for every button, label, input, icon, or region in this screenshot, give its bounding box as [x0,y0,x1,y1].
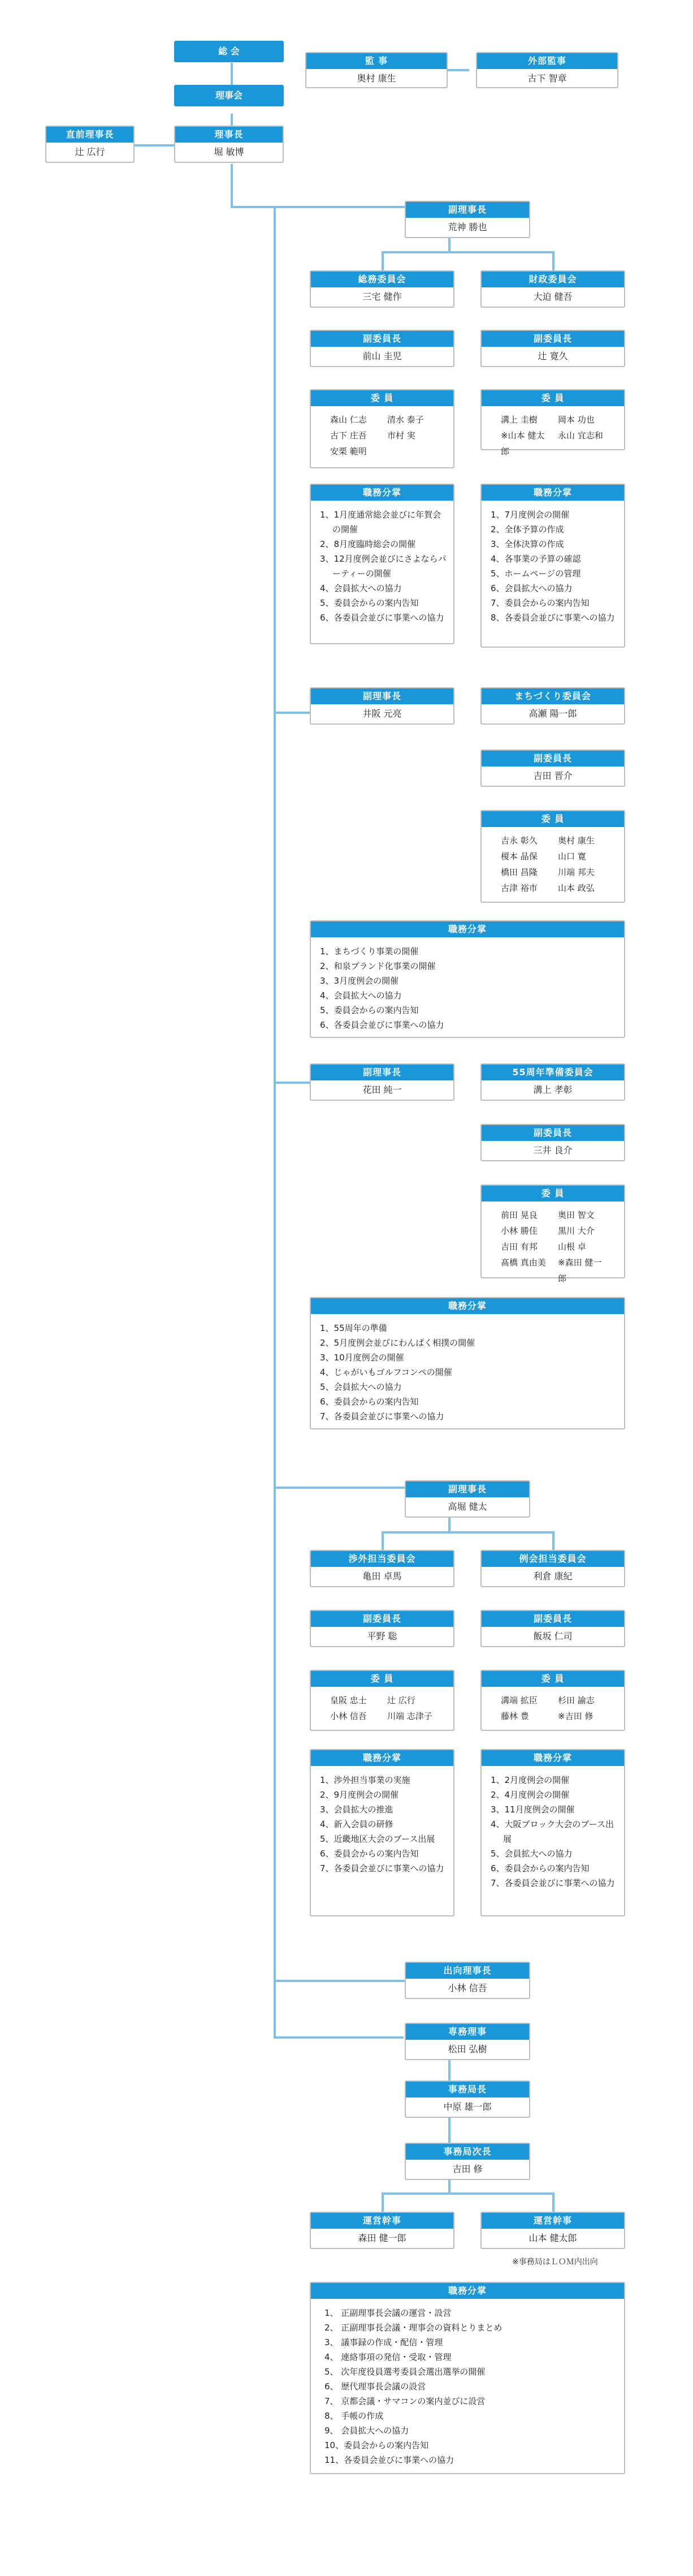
list-item: 1、渉外担当事業の実施 [320,1775,410,1785]
jimukyokucho-box [405,2080,530,2118]
zaisei-fuku-name: 辻 寛久 [538,351,568,361]
machi-shokumu-list [311,937,624,1039]
shogai-iin-box [310,1670,454,1731]
connector [382,251,384,272]
jimukyokucho-title: 事務局長 [406,2082,529,2097]
chokuzen-name: 辻 広行 [75,147,105,157]
somu-fuku-title: 副委員長 [311,331,453,347]
list-item: 1、 正副理事長会議の運営・設営 [324,2308,452,2318]
jubi-fuku-title: 副委員長 [482,1125,624,1141]
somu-shokumu-box [310,484,454,644]
connector [382,251,553,253]
shukko-box [405,1962,530,1999]
fuku4-box [405,1480,530,1518]
senmu-name: 松田 弘樹 [448,2044,487,2054]
somu-box [310,270,454,308]
member: 永山 宜志和 [558,430,603,441]
reikai-iin-title: 委 員 [482,1671,624,1687]
member: 杉田 諭志 [558,1695,595,1705]
reikai-fuku-title: 副委員長 [482,1611,624,1627]
fuku1-box [405,201,530,238]
list-item: 7、 京都会議・サマコンの案内並びに設営 [324,2396,486,2406]
connector [448,2117,451,2144]
member: 皇阪 忠士 [330,1695,367,1705]
reikai-title: 例会担当委員会 [482,1551,624,1567]
member: ※吉田 修 [558,1711,594,1721]
senmu-box [405,2023,530,2060]
machi-iin-members [482,827,624,901]
fuku4-name: 高堀 健太 [448,1501,487,1512]
list-item: 3、11月度例会の開催 [491,1804,575,1815]
shogai-box [310,1550,454,1587]
somu-title: 総務委員会 [311,272,453,287]
zaisei-fuku-title: 副委員長 [482,331,624,347]
list-item: 7、委員会からの案内告知 [491,598,590,608]
list-item: 4、じゃがいもゴルフコンペの開催 [320,1367,452,1377]
member: 古津 裕市 [501,883,538,893]
shukko-name: 小林 信吾 [448,1983,487,1993]
list-item: 5、会員拡大への協力 [491,1849,573,1859]
member: 奥村 康生 [558,835,595,846]
list-item: 1、55周年の準備 [320,1323,387,1333]
zaisei-shokumu-title: 職務分掌 [482,485,624,501]
fuku4-title: 副理事長 [406,1481,529,1497]
list-item: 4、 連絡事項の発信・受取・管理 [324,2352,452,2362]
rijikai-label: 理事会 [215,90,242,101]
list-item: 3、全体決算の作成 [491,539,564,549]
fuku3-title: 副理事長 [311,1065,453,1080]
connector [231,164,233,207]
list-item: 2、4月度例会の開催 [491,1790,570,1800]
member: 藤林 豊 [501,1711,529,1721]
member: 榎本 晶保 [501,851,538,861]
machi-shokumu-title: 職務分掌 [311,921,624,937]
machi-fuku-box [480,749,625,787]
machi-title: まちづくり委員会 [482,688,624,704]
member: 前田 晃良 [501,1210,538,1220]
shogai-shokumu-list [311,1766,453,1883]
list-item: 6、 歴代理事長会議の設営 [324,2381,426,2392]
shogai-iin-members [311,1687,453,1729]
connector [448,238,451,252]
connector [552,2192,555,2213]
rijicho-title: 理事長 [175,127,283,143]
list-item: 6、委員会からの案内告知 [320,1397,419,1407]
member: ※森田 健一郎 [558,1257,602,1283]
unei1-box [310,2212,454,2249]
jimujicho-name: 吉田 修 [452,2164,483,2174]
list-item: 3、 議事録の作成・配信・管理 [324,2337,443,2347]
list-item: 2、 正副理事長会議・理事会の資料とりまとめ [324,2323,503,2333]
list-item: 5、近畿地区大会のブース出展 [320,1834,435,1844]
machi-name: 高瀬 陽一郎 [529,708,577,719]
shogai-fuku-title: 副委員長 [311,1611,453,1627]
somu-fuku-box [310,330,454,367]
jubi-shokumu-title: 職務分掌 [311,1298,624,1314]
shogai-title: 渉外担当委員会 [311,1551,453,1567]
kanji-name: 奥村 康生 [357,73,396,84]
member: 清水 泰子 [387,415,424,425]
member: 橋田 昌隆 [501,867,538,877]
jubi-shokumu-box [310,1297,625,1429]
list-item: 3、3月度例会の開催 [320,976,399,986]
list-item: 10、委員会からの案内告知 [324,2440,429,2450]
somu-shokumu-title: 職務分掌 [311,485,453,501]
list-item: 1、2月度例会の開催 [491,1775,570,1785]
rijicho-name: 堀 敏博 [214,147,244,157]
chokuzen-box [45,126,135,163]
zaisei-name: 大迫 健吾 [533,291,573,302]
list-item: 2、9月度例会の開催 [320,1790,399,1800]
connector [382,2192,384,2213]
connector [552,1531,555,1552]
machi-iin-title: 委 員 [482,811,624,827]
member: 吉永 彰久 [501,835,538,846]
list-item: 5、会員拡大への協力 [320,1382,402,1392]
reikai-box [480,1550,625,1587]
zaisei-iin-members [482,406,624,464]
list-item: 8、 手帳の作成 [324,2411,384,2421]
zaisei-iin-box [480,389,625,456]
zaisei-box [480,270,625,308]
unei2-name: 山本 健太郎 [529,2233,577,2243]
list-item: 6、会員拡大への協力 [491,583,573,593]
list-item: 9、 会員拡大への協力 [324,2426,409,2436]
fuku1-name: 荒神 勝也 [448,222,487,232]
fuku2-box [310,687,454,725]
list-item: 5、 次年度役員選考委員会選出選挙の開催 [324,2367,486,2377]
somu-name: 三宅 健作 [362,291,402,302]
gaibu-kanji-box [476,52,618,88]
list-item: 4、会員拡大への協力 [320,990,402,1001]
jimu-shokumu-box [310,2282,625,2474]
list-item: 4、新入会員の研修 [320,1819,393,1829]
reikai-iin-members [482,1687,624,1729]
member: 古下 庄吾 [330,430,367,441]
jimukyokucho-name: 中原 雄一郎 [443,2101,492,2112]
fuku2-name: 井阪 元亮 [362,708,402,719]
shukko-title: 出向理事長 [406,1963,529,1979]
reikai-iin-box [480,1670,625,1731]
list-item: 4、各事業の予算の確認 [491,554,581,564]
member: ※山本 健太郎 [501,430,545,456]
list-item: 2、和泉ブランド化事業の開催 [320,961,436,971]
list-item: 1、7月度例会の開催 [491,510,570,520]
member: 小林 勝佳 [501,1226,538,1236]
connector [448,2059,451,2082]
machi-shokumu-box [310,920,625,1038]
list-item: 1、まちづくり事業の開催 [320,946,419,957]
somu-iin-box [310,389,454,468]
machi-box [480,687,625,725]
member: 奥田 智文 [558,1210,595,1220]
zaisei-shokumu-box [480,484,625,648]
list-item: 5、委員会からの案内告知 [320,598,419,608]
jimu-shokumu-title: 職務分掌 [311,2283,624,2299]
rijikai-box [174,85,284,106]
list-item: 11、各委員会並びに事業への協力 [324,2455,454,2465]
unei2-box [480,2212,625,2249]
shogai-iin-title: 委 員 [311,1671,453,1687]
shogai-shokumu-title: 職務分掌 [311,1750,453,1766]
machi-fuku-title: 副委員長 [482,751,624,766]
jubi-iin-title: 委 員 [482,1186,624,1201]
list-item: 2、5月度例会並びにわんぱく相撲の開催 [320,1338,475,1348]
reikai-fuku-box [480,1610,625,1647]
member: 溝端 拡臣 [501,1695,538,1705]
jubi-fuku-box [480,1124,625,1161]
fuku3-box [310,1063,454,1101]
member: 吉田 有邦 [501,1242,538,1252]
unei2-title: 運営幹事 [482,2213,624,2229]
sokai-box [174,41,284,62]
member: 市村 実 [387,430,415,441]
jubi-iin-box [480,1184,625,1283]
member: 川端 志津子 [387,1711,432,1721]
list-item: 7、各委員会並びに事業への協力 [320,1411,444,1421]
zaisei-iin-title: 委 員 [482,390,624,406]
somu-iin-title: 委 員 [311,390,453,406]
member: 溝上 圭樹 [501,415,538,425]
list-item: 5、委員会からの案内告知 [320,1005,419,1015]
list-item: 1、1月度通常総会並びに年賀会の開催 [320,510,441,535]
connector [552,251,555,272]
list-item: 3、会員拡大の推進 [320,1804,393,1815]
list-item: 7、各委員会並びに事業への協力 [491,1878,615,1888]
list-item: 3、12月度例会並びにさよならパーティーの開催 [320,554,447,579]
reikai-fuku-name: 飯坂 仁司 [533,1631,573,1642]
jimujicho-title: 事務局次長 [406,2144,529,2160]
list-item: 6、各委員会並びに事業への協力 [320,1020,444,1030]
jubi-iin-members [482,1201,624,1291]
somu-iin-members [311,406,453,464]
list-item: 6、委員会からの案内告知 [491,1863,590,1873]
list-item: 4、会員拡大への協力 [320,583,402,593]
connector [274,206,276,2039]
list-item: 3、10月度例会の開催 [320,1352,404,1363]
somu-fuku-name: 前山 圭児 [362,351,402,361]
shogai-shokumu-box [310,1749,454,1916]
zaisei-fuku-box [480,330,625,367]
rijicho-box [174,126,284,163]
jubi-name: 溝上 孝彰 [533,1084,573,1095]
fuku1-title: 副理事長 [406,202,529,218]
fuku3-name: 花田 純一 [362,1084,402,1095]
shogai-fuku-box [310,1610,454,1647]
jubi-title: 55周年準備委員会 [482,1065,624,1080]
somu-shokumu-list [311,501,453,632]
member: 岡本 功也 [558,415,595,425]
zaisei-title: 財政委員会 [482,272,624,287]
machi-fuku-name: 吉田 晋介 [533,770,573,781]
chokuzen-title: 直前理事長 [46,127,133,143]
gaibu-kanji-title: 外部監事 [477,53,617,69]
list-item: 2、8月度臨時総会の開催 [320,539,416,549]
member: 山口 寛 [558,851,586,861]
connector [132,144,177,147]
unei1-name: 森田 健一郎 [358,2233,406,2243]
reikai-name: 利倉 康紀 [533,1571,573,1582]
shogai-fuku-name: 平野 聡 [367,1631,397,1642]
jimu-shokumu-list [311,2299,624,2474]
zaisei-shokumu-list [482,501,624,632]
member: 小林 信吾 [330,1711,367,1721]
connector [382,2192,553,2195]
jimukyoku-note: ※事務局はＬＯＭ内出向 [512,2258,598,2267]
list-item: 6、委員会からの案内告知 [320,1849,419,1859]
member: 川端 邦夫 [558,867,595,877]
jubi-fuku-name: 三井 良介 [533,1145,573,1156]
gaibu-kanji-name: 古下 智章 [527,73,567,84]
reikai-shokumu-box [480,1749,625,1916]
machi-iin-box [480,810,625,903]
sokai-label: 総 会 [218,46,240,57]
member: 黒川 大介 [558,1226,595,1236]
jimujicho-box [405,2143,530,2180]
kanji-title: 監 事 [306,53,447,69]
list-item: 7、各委員会並びに事業への協力 [320,1863,444,1873]
connector [274,2036,404,2039]
member: 山根 卓 [558,1242,586,1252]
reikai-shokumu-title: 職務分掌 [482,1750,624,1766]
fuku2-title: 副理事長 [311,688,453,704]
unei1-title: 運営幹事 [311,2213,453,2229]
reikai-shokumu-list [482,1766,624,1897]
member: 髙橋 真由美 [501,1257,546,1268]
member: 安栗 範明 [330,446,367,456]
connector [448,2179,451,2194]
list-item: 6、各委員会並びに事業への協力 [320,613,444,623]
connector [382,1531,384,1552]
connector [382,1531,553,1533]
member: 山本 政弘 [558,883,595,893]
jubi-box [480,1063,625,1101]
list-item: 4、大阪ブロック大会のブース出展 [491,1819,614,1844]
senmu-title: 専務理事 [406,2024,529,2040]
connector [448,1518,451,1532]
list-item: 8、各委員会並びに事業への協力 [491,613,615,623]
jubi-shokumu-list [311,1314,624,1431]
member: 森山 仁志 [330,415,367,425]
list-item: 2、全体予算の作成 [491,524,564,535]
kanji-box [305,52,448,88]
shogai-name: 亀田 卓馬 [362,1571,402,1582]
list-item: 5、ホームページの管理 [491,568,581,579]
member: 辻 広行 [387,1695,415,1705]
